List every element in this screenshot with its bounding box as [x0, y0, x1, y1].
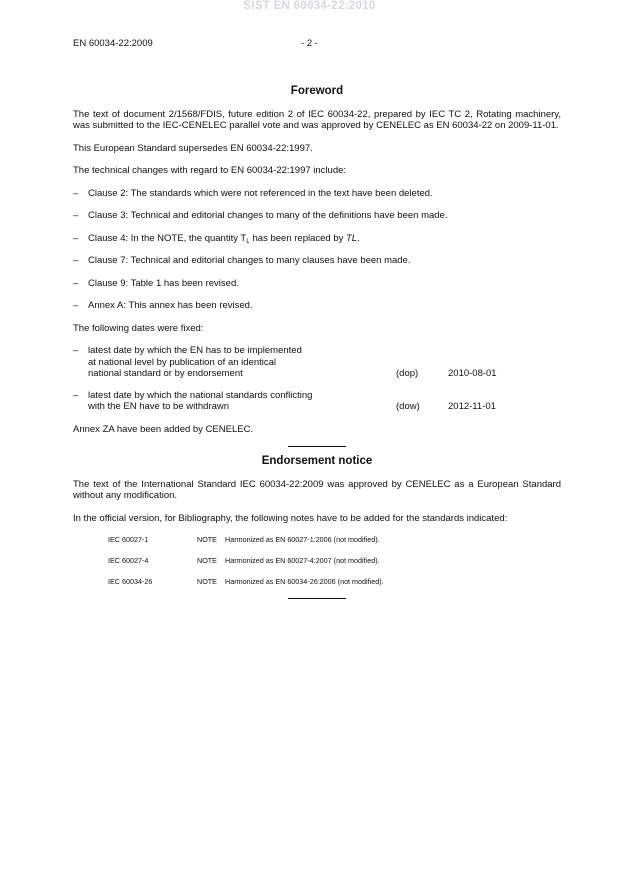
date-abbreviation: (dop) — [396, 368, 419, 379]
change-text: Clause 3: Technical and editorial changes to many of the definitions have been made. — [88, 210, 448, 221]
endorsement-paragraph: The text of the International Standard IEC 60034-22:2009 was approved by CENELEC as a European Standard without any modification. — [73, 478, 561, 501]
note-row — [108, 556, 561, 565]
date-description — [88, 345, 396, 380]
changes-intro: The technical changes with regard to EN 60034-22:1997 include: — [73, 165, 347, 176]
date-value: 2012-11-01 — [448, 401, 496, 412]
note-label: NOTE — [197, 535, 217, 544]
dash-bullet: – — [73, 277, 79, 289]
section-divider — [288, 446, 346, 447]
dash-bullet: – — [73, 389, 79, 401]
note-text: Harmonized as EN 60027-4:2007 (not modified). — [225, 556, 380, 565]
dash-bullet: – — [73, 187, 79, 199]
change-item — [73, 188, 561, 200]
date-description-line: national standard or by endorsement — [88, 368, 243, 379]
section-divider — [288, 598, 346, 599]
foreword-paragraph: The text of document 2/1568/FDIS, future edition 2 of IEC 60034-22, prepared by IEC TC 2, Rotating machinery, was submitted to the IEC-CENELEC parallel vote and was approved by CENELEC as EN 60034-22 on 2009-11-01. — [73, 108, 561, 131]
change-item — [73, 255, 561, 267]
watermark: SIST EN 60034-22:2010 — [243, 0, 376, 12]
change-text: Clause 7: Technical and editorial changes to many clauses have been made. — [88, 255, 411, 266]
note-label: NOTE — [197, 577, 217, 586]
date-value: 2010-08-01 — [448, 368, 497, 379]
date-description-line: latest date by which the EN has to be implemented — [88, 345, 302, 356]
change-text-end: . — [357, 232, 360, 244]
note-row — [108, 577, 561, 586]
change-text — [88, 233, 360, 245]
dates-list — [73, 345, 561, 413]
note-text: Harmonized as EN 60034-26:2006 (not modified). — [225, 577, 384, 586]
change-text-middle: has been replaced by — [249, 232, 346, 244]
standard-id: IEC 60027-1 — [108, 535, 149, 544]
change-item — [73, 233, 561, 245]
note-text: Harmonized as EN 60027-1:2006 (not modified). — [225, 535, 380, 544]
endorsement-title: Endorsement notice — [261, 455, 373, 467]
change-text: Clause 2: The standards which were not referenced in the text have been deleted. — [88, 187, 433, 199]
bibliography-intro: In the official version, for Bibliography, the following notes have to be added for the standards indicated: — [73, 512, 508, 524]
subscript: L — [246, 237, 250, 245]
dash-bullet: – — [73, 345, 79, 356]
date-description — [88, 390, 396, 413]
dash-bullet: – — [73, 300, 79, 311]
date-abbreviation: (dow) — [396, 401, 420, 412]
bibliography-notes — [108, 535, 561, 586]
date-description-line: at national level by publication of an identical — [88, 356, 277, 368]
change-text: Annex A: This annex has been revised. — [88, 300, 253, 311]
foreword-title: Foreword — [290, 85, 344, 97]
note-row — [108, 535, 561, 544]
italic-quantity: TL — [346, 232, 358, 244]
note-label: NOTE — [197, 556, 217, 565]
dash-bullet: – — [73, 232, 79, 244]
supersedes-paragraph: This European Standard supersedes EN 60034-22:1997. — [73, 142, 313, 154]
change-item — [73, 278, 561, 290]
date-description-line: latest date by which the national standards conflicting — [88, 389, 313, 401]
change-text-start: Clause 4: In the NOTE, the quantity T — [88, 232, 247, 244]
dash-bullet: – — [73, 255, 79, 266]
date-item — [73, 345, 561, 380]
change-item — [73, 300, 561, 312]
standard-id: IEC 60034-26 — [108, 577, 153, 586]
dates-intro: The following dates were fixed: — [73, 322, 204, 334]
change-text: Clause 9: Table 1 has been revised. — [88, 277, 239, 289]
date-description-line: with the EN have to be withdrawn — [88, 401, 229, 412]
page-content — [73, 86, 561, 608]
dash-bullet: – — [73, 210, 79, 221]
page-number: - 2 - — [301, 38, 318, 49]
annex-note: Annex ZA have been added by CENELEC. — [73, 423, 254, 435]
date-item — [73, 390, 561, 413]
change-item — [73, 210, 561, 222]
document-id: EN 60034-22:2009 — [73, 38, 153, 49]
standard-id: IEC 60027-4 — [108, 556, 149, 565]
